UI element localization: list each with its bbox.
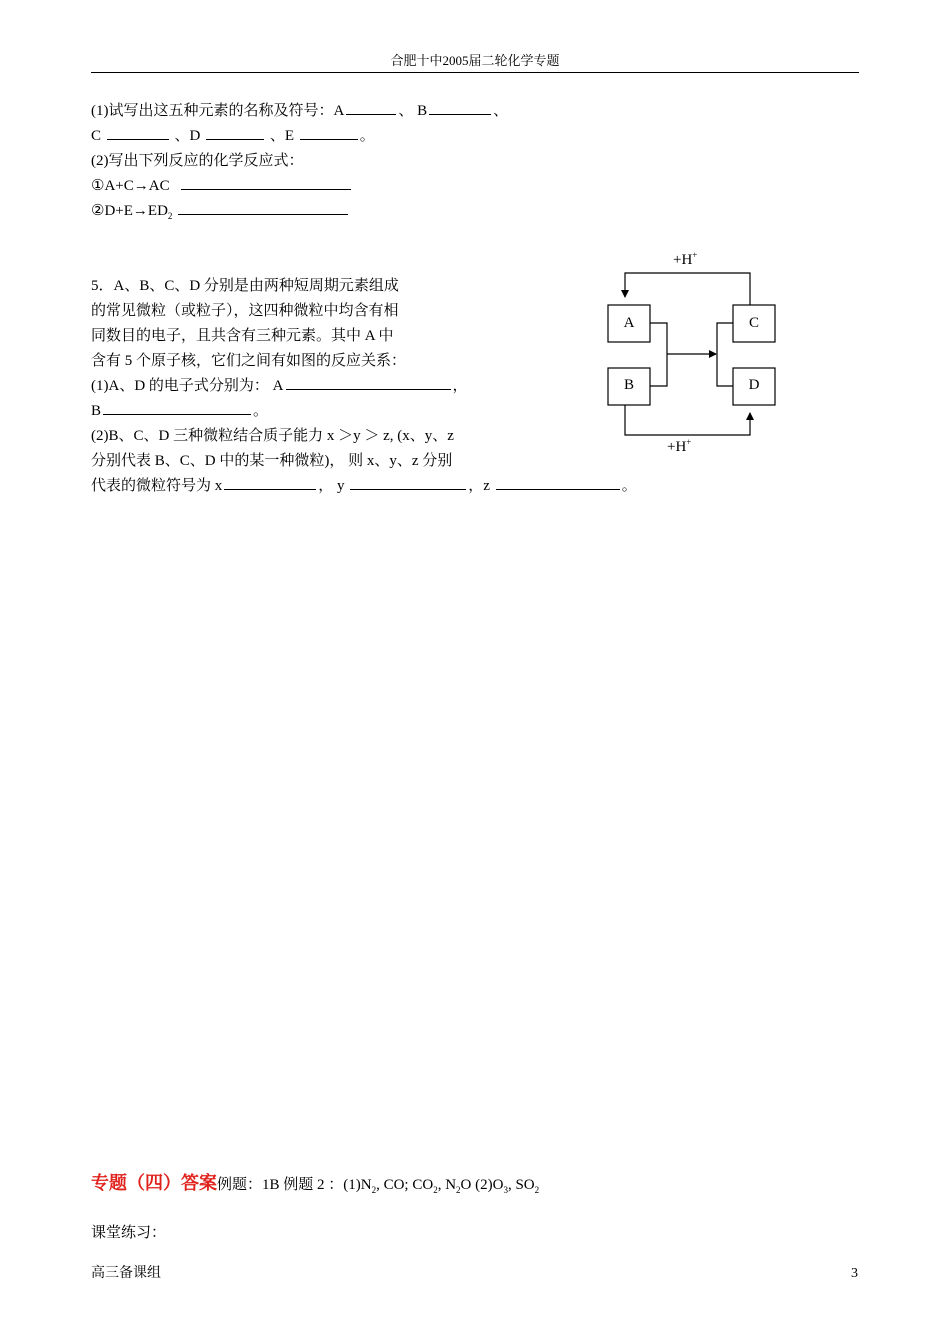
q5-l5-end: ，: [452, 378, 468, 394]
answer-sub-2: 2: [433, 1185, 438, 1195]
answer-part-1: 例题：1B 例题 2 ：(1)N: [217, 1177, 372, 1193]
page-number: 3: [851, 1266, 858, 1281]
q-prev-l4-text: ①A+C→AC: [91, 178, 170, 194]
q-prev-l1-a: (1)试写出这五种元素的名称及符号：A: [91, 103, 345, 119]
q5-l6-pre: B: [91, 403, 102, 419]
answer-part-2: , CO; CO: [376, 1177, 434, 1193]
q5-l6-end: 。: [253, 403, 269, 419]
bracket-left: [650, 323, 667, 386]
answer-line: [91, 1170, 539, 1198]
answer-sub-1: 2: [371, 1185, 377, 1195]
top-arrow: [625, 273, 750, 305]
q-prev-l2-c: C: [91, 128, 105, 144]
q5-l5-pre: (1)A、D 的电子式分别为： A: [91, 378, 284, 394]
q5-line-8: 分别代表 B、C、D 中的某一种微粒)， 则 x、y、z 分别: [91, 453, 453, 469]
answer-title: 专题（四）答案: [91, 1173, 217, 1193]
q5-line-1: 5．A、B、C、D 分别是由两种短周期元素组成: [91, 278, 399, 294]
box-a-label: A: [623, 315, 635, 331]
q5-l9-y: ， y: [318, 478, 349, 494]
box-b-label: B: [623, 377, 635, 393]
q5-l9-pre: 代表的微粒符号为 x: [91, 478, 223, 494]
answer-sub-5: 2: [534, 1185, 540, 1195]
q-prev-l5-pre: ②D+E→ED: [91, 203, 168, 219]
q5-l9-end: 。: [621, 478, 637, 494]
bottom-label: +H+: [667, 437, 692, 455]
q5-line-3: 同数目的电子，且共含有三种元素。其中 A 中: [91, 328, 394, 344]
box-d-label: D: [748, 377, 760, 393]
q5-line-7: (2)B、C、D 三种微粒结合质子能力 x ＞y ＞ z, (x、y、z: [91, 428, 454, 444]
bracket-right: [717, 323, 733, 386]
q-prev-l5-sub: 2: [167, 211, 173, 221]
bottom-arrow: [625, 405, 750, 435]
q-prev-l1-sep: 、 B: [398, 103, 428, 119]
answer-part-5: , SO: [507, 1177, 535, 1193]
q-prev-l2-end: 。: [359, 128, 375, 144]
q5-l9-z: ，z: [468, 478, 494, 494]
answer-sub-3: 2: [456, 1185, 461, 1195]
q-prev-line-3: (2)写出下列反应的化学反应式：: [91, 153, 304, 169]
q-prev-l2-d: 、D: [170, 128, 205, 144]
page-header: 合肥十中2005届二轮化学专题: [390, 53, 560, 68]
answer-sub-4: 3: [503, 1185, 508, 1195]
footer-left: 高三备课组: [91, 1266, 161, 1281]
answer-part-3: , N: [437, 1177, 457, 1193]
q-prev-l2-e: 、E: [266, 128, 298, 144]
classroom-practice: 课堂练习：: [91, 1225, 167, 1241]
box-c-label: C: [748, 315, 760, 331]
q5-line-4: 含有 5 个原子核，它们之间有如图的反应关系：: [91, 353, 407, 369]
top-label: +H+: [673, 250, 698, 268]
answer-part-4: O (2)O: [460, 1177, 504, 1193]
q5-line-2: 的常见微粒（或粒子），这四种微粒中均含有相: [91, 303, 399, 319]
q-prev-l1-end: 、: [493, 103, 509, 119]
